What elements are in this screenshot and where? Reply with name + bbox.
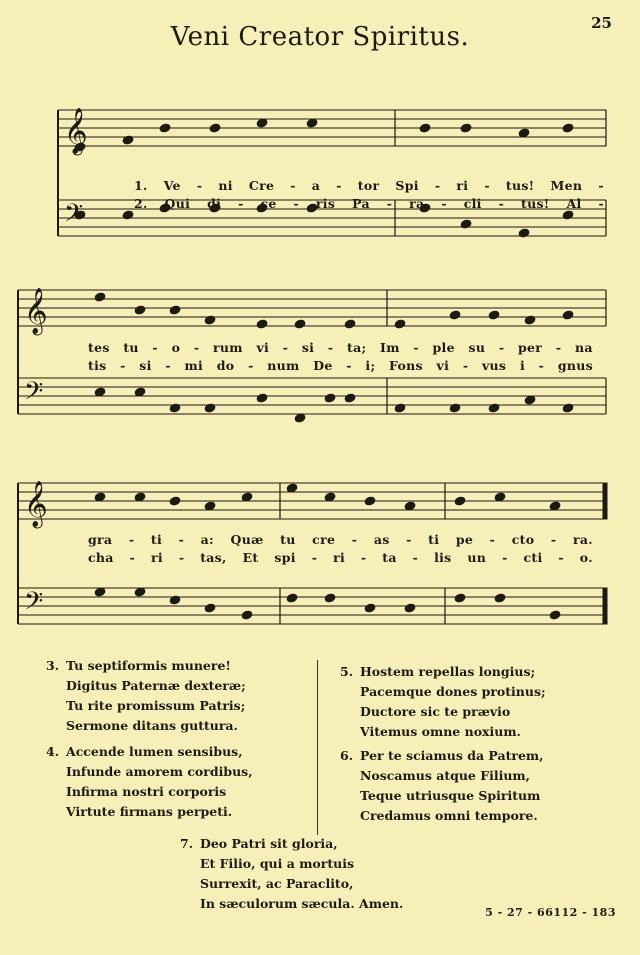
treble-note [122, 135, 134, 145]
lyric-syllable: num [267, 358, 300, 373]
lyric-syllable: - [498, 340, 505, 355]
bass-note [344, 393, 356, 403]
lyric-syllable: - [178, 550, 185, 565]
bass-note [460, 219, 472, 229]
lyric-syllable: De [313, 358, 333, 373]
lyric-syllable: i; [365, 358, 376, 373]
treble-clef-icon: 𝄞 [24, 481, 48, 527]
lyric-syllable: tu [280, 532, 296, 547]
lyric-syllable: vi [256, 340, 270, 355]
lyric-syllable: - [327, 340, 334, 355]
lyric-syllable: si [301, 340, 315, 355]
treble-note [364, 496, 376, 506]
lyric-syllable: Ve [163, 178, 181, 193]
bass-note [169, 403, 181, 413]
lyric-syllable: cha [88, 550, 114, 565]
bass-note [204, 603, 216, 613]
lyric-syllable: o. [579, 550, 593, 565]
lyric-syllable: - [193, 340, 200, 355]
bass-note [286, 593, 298, 603]
lyric-syllable: - [178, 532, 185, 547]
lyric-syllable: ni [218, 178, 233, 193]
lyrics-system-1-verse-2 [134, 196, 604, 211]
lyric-syllable: na [574, 340, 593, 355]
lyric-syllable: a: [200, 532, 214, 547]
treble-note [524, 315, 536, 325]
verse-6: 6. Per te sciamus da Patrem, Noscamus atque Filium, Teque utriusque Spiritum Credamus omni tempore. [340, 748, 544, 823]
lyric-syllable: - [502, 550, 508, 565]
bass-note [494, 593, 506, 603]
lyric-syllable: Al [566, 196, 582, 211]
lyric-syllable: vus [481, 358, 507, 373]
bass-note [562, 210, 574, 220]
lyric-syllable: lis [434, 550, 452, 565]
lyric-syllable: - [351, 532, 358, 547]
lyric-syllable: 1. [134, 178, 148, 193]
lyric-syllable: Men [550, 178, 583, 193]
treble-note [562, 310, 574, 320]
lyric-syllable: Im [380, 340, 400, 355]
lyric-syllable: tus! [505, 178, 535, 193]
lyric-syllable: ra [409, 196, 425, 211]
lyric-syllable: gra [88, 532, 113, 547]
treble-clef-icon: 𝄞 [24, 288, 48, 334]
treble-note [449, 310, 461, 320]
lyric-line [134, 196, 604, 211]
lyric-syllable: ti [150, 532, 163, 547]
lyric-syllable: vi [436, 358, 450, 373]
lyric-syllable: - [346, 358, 352, 373]
lyrics-system-3-verse-2 [88, 550, 593, 565]
treble-note [169, 496, 181, 506]
treble-note [256, 319, 268, 329]
bass-note [454, 593, 466, 603]
lyric-syllable: 2. [134, 196, 148, 211]
lyrics-system-2-verse-2 [88, 358, 593, 373]
bass-note [364, 603, 376, 613]
treble-note [169, 305, 181, 315]
lyric-syllable: - [434, 178, 441, 193]
lyric-syllable: - [386, 196, 393, 211]
lyric-syllable: tor [357, 178, 380, 193]
verse-3: 3. Tu septiformis munere! Digitus Paternæ dexteræ; Tu rite promissum Patris; Sermone ditans guttura. [46, 658, 246, 733]
treble-note [419, 123, 431, 133]
bass-note [324, 593, 336, 603]
lyric-line [88, 550, 593, 565]
page-number: 25 [591, 14, 612, 32]
lyric-syllable: as [373, 532, 390, 547]
lyric-syllable: do [216, 358, 235, 373]
treble-note [209, 123, 221, 133]
lyric-syllable: rum [212, 340, 243, 355]
treble-note [294, 319, 306, 329]
bass-note [394, 403, 406, 413]
lyric-syllable: - [311, 550, 318, 565]
lyric-line [88, 532, 593, 547]
lyric-syllable: - [598, 196, 604, 211]
lyric-syllable: - [598, 178, 604, 193]
lyric-syllable: - [550, 532, 557, 547]
lyric-syllable: cti [523, 550, 543, 565]
treble-note [204, 315, 216, 325]
treble-note [394, 319, 406, 329]
lyric-syllable: cli [463, 196, 482, 211]
lyric-syllable: mi [184, 358, 204, 373]
lyric-syllable: - [360, 550, 367, 565]
bass-note [549, 610, 561, 620]
lyric-syllable: - [336, 178, 342, 193]
lyric-syllable: - [412, 550, 419, 565]
lyric-syllable: ri [456, 178, 469, 193]
bass-note [256, 393, 268, 403]
treble-note [344, 319, 356, 329]
lyric-syllable: Fons [389, 358, 423, 373]
lyric-syllable: - [484, 178, 490, 193]
lyric-syllable: tas, [200, 550, 227, 565]
lyric-syllable: di [207, 196, 222, 211]
lyrics-system-2-verse-1 [88, 340, 593, 355]
lyric-syllable: - [462, 358, 469, 373]
lyric-syllable: su [468, 340, 486, 355]
treble-note [159, 123, 171, 133]
bass-note [169, 595, 181, 605]
lyric-syllable: Spi [395, 178, 419, 193]
bass-clef-icon: 𝄢 [24, 377, 44, 412]
verse-4: 4. Accende lumen sensibus, Infunde amorem cordibus, Infirma nostri corporis Virtute firmans perpeti. [46, 744, 253, 819]
lyric-syllable: gnus [557, 358, 593, 373]
lyric-syllable: Quæ [230, 532, 264, 547]
lyric-syllable: - [128, 532, 135, 547]
lyrics-system-1-verse-1 [134, 178, 604, 193]
lyric-syllable: - [282, 340, 289, 355]
treble-note [454, 496, 466, 506]
treble-clef-icon: 𝄞 [64, 108, 88, 154]
lyric-syllable: - [489, 532, 496, 547]
lyric-syllable: - [498, 196, 505, 211]
lyric-syllable: - [538, 358, 545, 373]
treble-note [94, 292, 106, 302]
lyric-syllable: - [290, 178, 296, 193]
bass-note [562, 403, 574, 413]
lyric-syllable: - [293, 196, 300, 211]
bass-note [122, 210, 134, 220]
hymn-title: Veni Creator Spiritus. [170, 22, 470, 52]
lyric-syllable: tes [88, 340, 110, 355]
lyric-syllable: Pa [352, 196, 370, 211]
lyric-syllable: ris [315, 196, 336, 211]
lyric-syllable: a [311, 178, 321, 193]
lyric-syllable: - [441, 196, 447, 211]
lyric-syllable: - [248, 358, 254, 373]
bass-note [241, 610, 253, 620]
treble-note [134, 305, 146, 315]
lyric-syllable: cre [312, 532, 336, 547]
bass-note [488, 403, 500, 413]
lyric-syllable: tu [123, 340, 139, 355]
lyric-syllable: - [196, 178, 203, 193]
lyric-syllable: ti [428, 532, 440, 547]
lyric-syllable: - [165, 358, 171, 373]
lyric-syllable: ri [150, 550, 163, 565]
lyric-syllable: i [519, 358, 525, 373]
final-barline [603, 483, 607, 519]
lyric-syllable: o [171, 340, 181, 355]
lyric-syllable: tis [88, 358, 107, 373]
lyric-syllable: - [129, 550, 136, 565]
lyric-line [88, 358, 593, 373]
lyric-syllable: - [555, 340, 562, 355]
verse-column-divider [317, 660, 318, 835]
lyric-syllable: - [406, 532, 412, 547]
bass-note [518, 228, 530, 238]
lyric-syllable: cto [511, 532, 535, 547]
lyrics-system-3-verse-1 [88, 532, 593, 547]
lyric-syllable: - [152, 340, 158, 355]
publisher-code: 5 - 27 - 66112 - 183 [485, 906, 616, 919]
lyric-syllable: Qui [164, 196, 191, 211]
bass-note [404, 603, 416, 613]
lyric-line [88, 340, 593, 355]
bass-clef-icon: 𝄢 [64, 199, 84, 234]
treble-note [562, 123, 574, 133]
lyric-syllable: Et [242, 550, 259, 565]
lyric-syllable: - [413, 340, 419, 355]
lyric-syllable: ta; [347, 340, 367, 355]
lyric-syllable: ra. [572, 532, 593, 547]
treble-note [460, 123, 472, 133]
lyric-syllable: pe [455, 532, 474, 547]
lyric-syllable: ta [382, 550, 397, 565]
lyric-line [134, 178, 604, 193]
treble-note [488, 310, 500, 320]
verse-7: 7. Deo Patri sit gloria, Et Filio, qui a mortuis Surrexit, ac Paraclito, In sæculorum sæcula. Amen. [180, 836, 404, 911]
lyric-syllable: ri [333, 550, 346, 565]
lyric-syllable: si [139, 358, 152, 373]
bass-clef-icon: 𝄢 [24, 587, 44, 622]
verse-5: 5. Hostem repellas longius; Pacemque dones protinus; Ductore sic te prævio Vitemus omne noxium. [340, 664, 546, 739]
lyric-syllable: per [518, 340, 543, 355]
lyric-syllable: un [467, 550, 487, 565]
lyric-syllable: tus! [521, 196, 550, 211]
bass-note [324, 393, 336, 403]
lyric-syllable: Cre [248, 178, 275, 193]
lyric-syllable: ple [432, 340, 455, 355]
final-barline [603, 588, 607, 624]
bass-note [449, 403, 461, 413]
lyric-syllable: - [558, 550, 564, 565]
lyric-syllable: - [120, 358, 126, 373]
lyric-syllable: spi [274, 550, 296, 565]
lyric-syllable: ce [260, 196, 277, 211]
lyric-syllable: - [238, 196, 244, 211]
bass-note [204, 403, 216, 413]
